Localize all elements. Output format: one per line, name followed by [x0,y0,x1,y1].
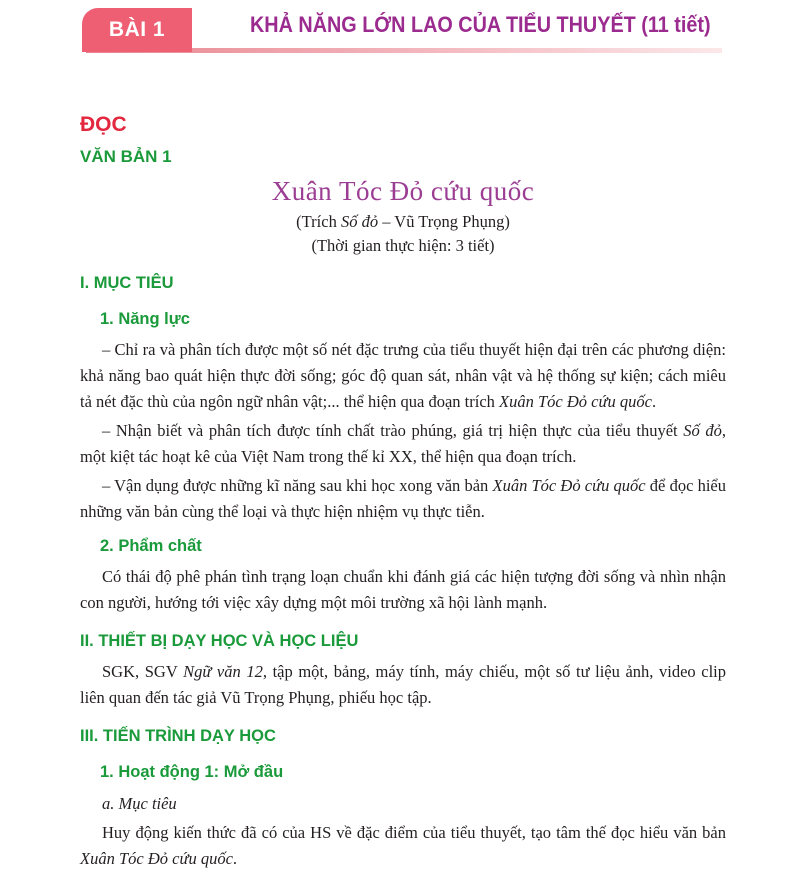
section-heading-read: ĐỌC [80,113,127,136]
paragraph-competence-3: – Vận dụng được những kĩ năng sau khi học xong văn bản Xuân Tóc Đỏ cứu quốc để đọc hiểu những văn bản cùng thể loại và thực hiện nhiệm vụ thực tiễn. [80,476,726,521]
lesson-title: KHẢ NĂNG LỚN LAO CỦA TIỂU THUYẾT (11 tiết) [250,12,711,37]
paragraph-quality: Có thái độ phê phán tình trạng loạn chuẩn khi đánh giá các hiện tượng đời sống và nhìn nhận con người, hướng tới việc xây dựng một môi trường xã hội lành mạnh. [80,567,726,612]
paragraph-goal: Huy động kiến thức đã có của HS về đặc điểm của tiểu thuyết, tạo tâm thế đọc hiểu văn bản Xuân Tóc Đỏ cứu quốc. [80,823,726,868]
text-label: VĂN BẢN 1 [80,147,172,166]
duration-note: (Thời gian thực hiện: 3 tiết) [311,236,495,255]
heading-materials: II. THIẾT BỊ DẠY HỌC VÀ HỌC LIỆU [80,632,359,650]
paragraph-competence-2: – Nhận biết và phân tích được tính chất trào phúng, giá trị hiện thực của tiểu thuyết Số đỏ, một kiệt tác hoạt kê của Việt Nam trong thế kỉ XX, thể hiện qua đoạn trích. [80,421,727,466]
excerpt-source: (Trích Số đỏ – Vũ Trọng Phụng) [296,212,510,231]
heading-objectives: I. MỤC TIÊU [80,274,174,292]
paragraph-competence-1: – Chỉ ra và phân tích được một số nét đặc trưng của tiểu thuyết hiện đại trên các phương diện: khả năng bao quát hiện thực đời sống; góc độ quan sát, nhân vật và hệ thống sự kiện; cách miêu tả nét đặc thù của ngôn ngữ nhân vật;... thể hiện qua đoạn trích Xuân Tóc Đỏ cứu quốc. [80,340,726,411]
heading-teaching-process: III. TIẾN TRÌNH DẠY HỌC [80,727,276,745]
subheading-activity-1: 1. Hoạt động 1: Mở đầu [100,763,284,781]
work-title: Xuân Tóc Đỏ cứu quốc [271,176,535,206]
subheading-goal: a. Mục tiêu [102,794,177,813]
paragraph-materials: SGK, SGV Ngữ văn 12, tập một, bảng, máy tính, máy chiếu, một số tư liệu ảnh, video clip liên quan đến tác giả Vũ Trọng Phụng, phiếu học tập. [80,662,727,707]
subheading-competence: 1. Năng lực [100,310,190,328]
subheading-quality: 2. Phẩm chất [100,537,202,555]
page-content [80,110,726,872]
lesson-badge: BÀI 1 [82,8,192,52]
